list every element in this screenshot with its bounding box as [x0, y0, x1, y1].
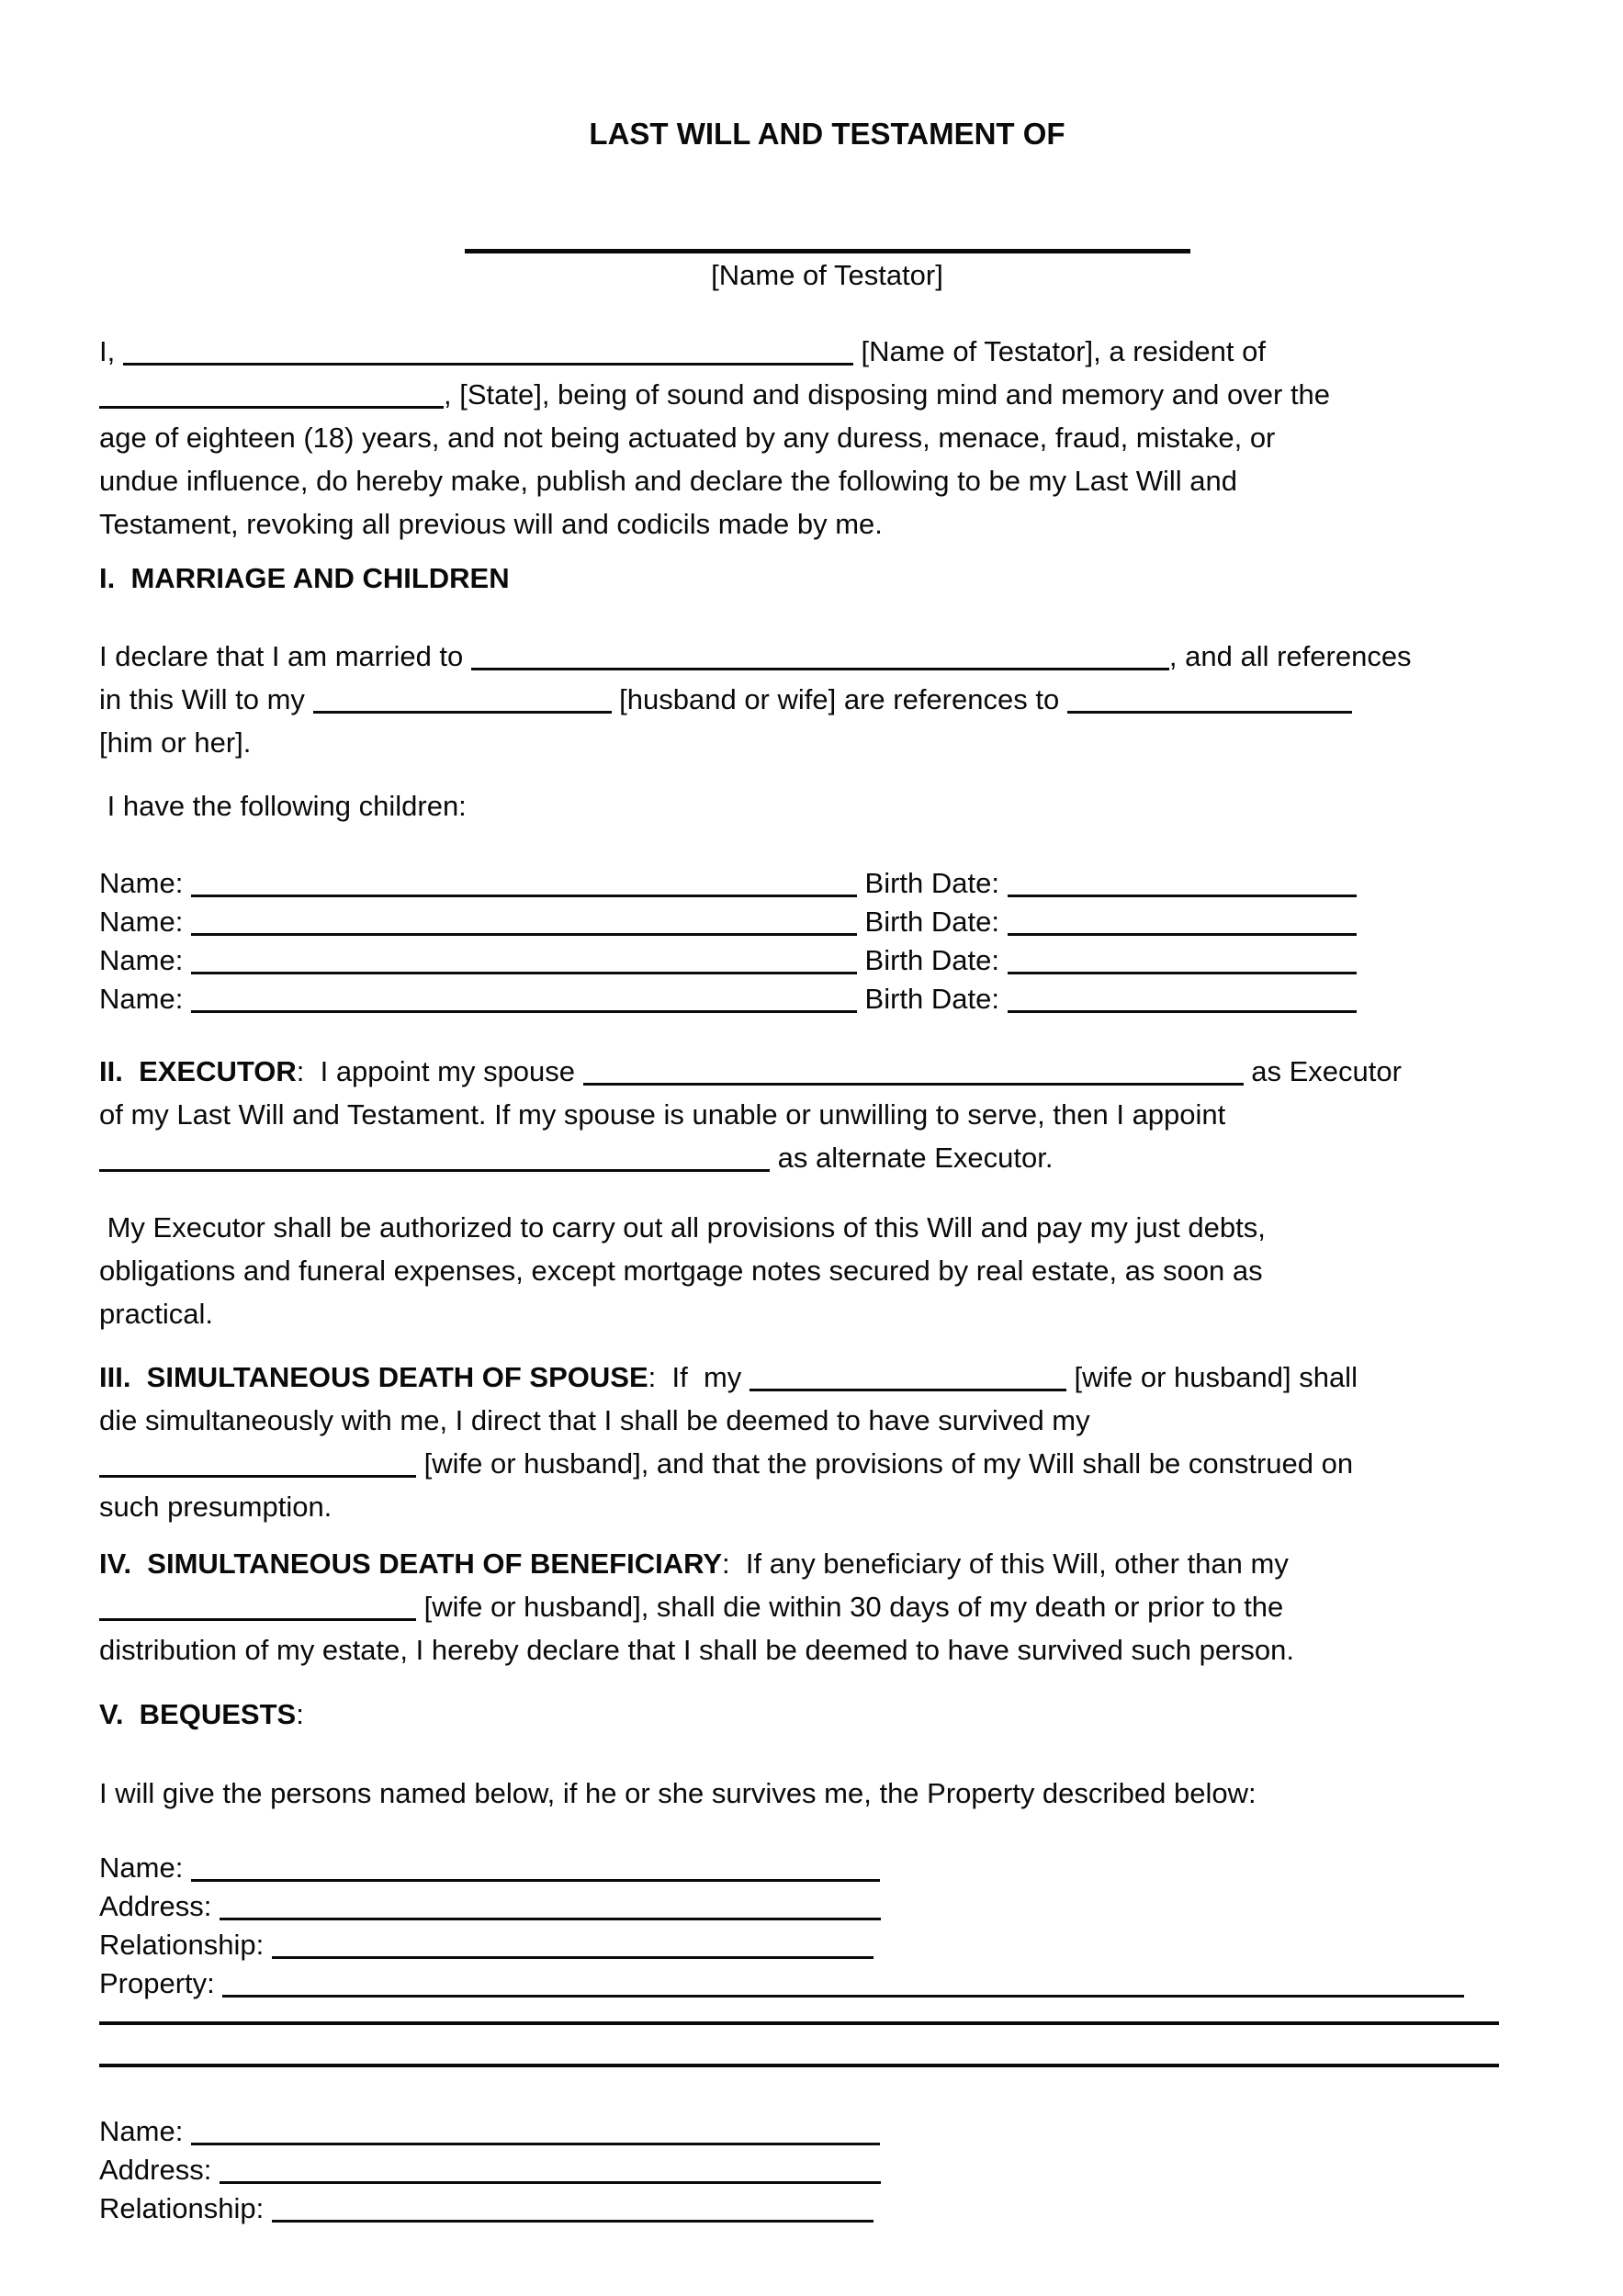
spacer [99, 2003, 1504, 2021]
child-row-2 [99, 903, 1504, 941]
spacer [99, 764, 1504, 784]
opening-paragraph-line-1 [99, 330, 1504, 373]
text-run: Name: [99, 867, 191, 900]
text-run: Name: [99, 983, 191, 1016]
beneficiary-1-name-row [99, 1849, 1504, 1887]
text-run: , and all references [1168, 640, 1412, 673]
children-intro-line [99, 784, 1504, 827]
section-heading-text: V. BEQUESTS [99, 1698, 297, 1731]
section-heading-text: II. EXECUTOR [99, 1055, 297, 1088]
fill-in-blank [191, 2115, 880, 2145]
spacer [99, 1179, 1504, 1206]
text-run: such presumption. [99, 1491, 332, 1524]
fill-in-blank [1067, 683, 1352, 714]
fill-in-blank [191, 906, 857, 936]
fill-in-blank [272, 2192, 873, 2223]
fill-in-blank [99, 1447, 416, 1478]
text-run: in this Will to my [99, 683, 313, 716]
fill-in-blank [471, 640, 1169, 670]
spacer-under-title [99, 173, 1504, 249]
spacer [99, 827, 1504, 864]
section-1-marriage-heading [99, 557, 1504, 600]
text-run: Birth Date: [856, 906, 1008, 939]
spacer [99, 1815, 1504, 1849]
text-run: [wife or husband], shall die within 30 days of my death or prior to the [416, 1591, 1284, 1624]
fill-in-blank [191, 944, 857, 974]
child-row-3 [99, 941, 1504, 980]
text-run: as alternate Executor. [770, 1142, 1054, 1175]
section-4-beneficiary-death-line-2 [99, 1585, 1504, 1628]
spacer [99, 546, 1504, 557]
executor-powers-line-1 [99, 1206, 1504, 1249]
spacer [99, 2025, 1504, 2064]
fill-in-blank [220, 1890, 881, 1920]
fill-in-blank [313, 683, 612, 714]
text-run: Testament, revoking all previous will and codicils made by me. [99, 508, 883, 541]
text-run: : I appoint my spouse [296, 1055, 583, 1088]
marriage-paragraph-line-1 [99, 635, 1504, 678]
section-5-bequests-heading [99, 1693, 1504, 1736]
executor-powers-line-2 [99, 1249, 1504, 1292]
text-run: as Executor [1243, 1055, 1402, 1088]
section-heading-text: III. SIMULTANEOUS DEATH OF SPOUSE [99, 1361, 648, 1394]
spacer [99, 1335, 1504, 1356]
section-3-spouse-death-line-4 [99, 1485, 1504, 1528]
text-run: of my Last Will and Testament. If my spouse is unable or unwilling to serve, then I appoint [99, 1098, 1226, 1131]
text-run: Relationship: [99, 1929, 272, 1962]
marriage-paragraph-line-2 [99, 678, 1504, 721]
fill-in-blank [272, 1929, 873, 1959]
fill-in-blank [220, 2154, 881, 2184]
text-run: [him or her]. [99, 726, 252, 760]
opening-paragraph-line-4 [99, 459, 1504, 502]
text-run: Relationship: [99, 2192, 272, 2225]
section-4-beneficiary-death-line-1 [99, 1542, 1504, 1585]
will-title: LAST WILL AND TESTAMENT OF [589, 117, 1065, 152]
beneficiary-2-relationship-row [99, 2189, 1504, 2228]
fill-in-blank [99, 378, 444, 409]
fill-in-blank [123, 335, 853, 366]
spacer [99, 1019, 1504, 1050]
section-3-spouse-death-line-1 [99, 1356, 1504, 1399]
executor-powers-line-3 [99, 1292, 1504, 1335]
child-row-1 [99, 864, 1504, 903]
text-run: Birth Date: [856, 867, 1008, 900]
text-run: undue influence, do hereby make, publish and declare the following to be my Last Will and [99, 465, 1238, 498]
fill-in-blank [191, 1851, 880, 1882]
section-4-beneficiary-death-line-3 [99, 1628, 1504, 1671]
text-run: [Name of Testator] [711, 259, 943, 292]
text-run: Address: [99, 1890, 220, 1923]
opening-paragraph-line-5 [99, 502, 1504, 546]
text-run: Name: [99, 2115, 191, 2148]
fill-in-blank [583, 1055, 1244, 1086]
text-run: My Executor shall be authorized to carry out all provisions of this Will and pay my just debts, [99, 1211, 1266, 1244]
text-run: age of eighteen (18) years, and not being actuated by any duress, menace, fraud, mistake, or [99, 422, 1276, 455]
spacer [99, 600, 1504, 635]
fill-in-blank [99, 1591, 416, 1621]
beneficiary-2-name-row [99, 2112, 1504, 2151]
text-run: [wife or husband], and that the provisions of my Will shall be construed on [416, 1447, 1354, 1480]
section-3-spouse-death-line-3 [99, 1442, 1504, 1485]
text-run: I have the following children: [99, 790, 467, 823]
text-run: : [296, 1698, 304, 1731]
text-run: obligations and funeral expenses, except mortgage notes secured by real estate, as soon as [99, 1255, 1263, 1288]
text-run: Name: [99, 906, 191, 939]
beneficiary-1-address-row [99, 1887, 1504, 1926]
spacer [99, 2067, 1504, 2112]
beneficiary-2-address-row [99, 2151, 1504, 2189]
text-run: : If my [648, 1361, 750, 1394]
section-2-executor-line-2 [99, 1093, 1504, 1136]
text-run: [wife or husband] shall [1065, 1361, 1358, 1394]
bequests-intro-line [99, 1772, 1504, 1815]
text-run: Address: [99, 2154, 220, 2187]
beneficiary-1-property-row [99, 1964, 1504, 2003]
text-run: die simultaneously with me, I direct that I shall be deemed to have survived my [99, 1404, 1090, 1437]
text-run: [husband or wife] are references to [611, 683, 1067, 716]
text-run: I, [99, 335, 123, 368]
text-run: Name: [99, 944, 191, 977]
text-run: distribution of my estate, I hereby declare that I shall be deemed to have survived such person. [99, 1634, 1295, 1667]
section-heading-text: I. MARRIAGE AND CHILDREN [99, 562, 510, 595]
section-3-spouse-death-line-2 [99, 1399, 1504, 1442]
testator-name-caption [99, 253, 1504, 297]
beneficiary-1-relationship-row [99, 1926, 1504, 1964]
opening-paragraph-line-3 [99, 416, 1504, 459]
text-run: , [State], being of sound and disposing mind and memory and over the [444, 378, 1331, 411]
section-2-executor-line-3 [99, 1136, 1504, 1179]
section-2-executor-line-1 [99, 1050, 1504, 1093]
text-run: Property: [99, 1967, 223, 2000]
fill-in-blank [1008, 867, 1357, 897]
text-run: [Name of Testator], a resident of [852, 335, 1266, 368]
text-run: Birth Date: [856, 944, 1008, 977]
document-content [99, 173, 1504, 2228]
text-run: Name: [99, 1851, 191, 1885]
opening-paragraph-line-2 [99, 373, 1504, 416]
fill-in-blank [1008, 983, 1357, 1013]
fill-in-blank [99, 1142, 770, 1172]
section-heading-text: IV. SIMULTANEOUS DEATH OF BENEFICIARY [99, 1548, 723, 1581]
text-run: : If any beneficiary of this Will, other than my [722, 1548, 1289, 1581]
fill-in-blank [1008, 906, 1357, 936]
spacer [99, 297, 1504, 330]
text-run: Birth Date: [856, 983, 1008, 1016]
text-run: practical. [99, 1298, 214, 1331]
child-row-4 [99, 980, 1504, 1019]
marriage-paragraph-line-3 [99, 721, 1504, 764]
spacer [99, 1671, 1504, 1693]
spacer [99, 1736, 1504, 1772]
text-run: I declare that I am married to [99, 640, 471, 673]
text-run: I will give the persons named below, if he or she survives me, the Property described below: [99, 1777, 1257, 1810]
fill-in-blank [191, 983, 857, 1013]
fill-in-blank [222, 1967, 1464, 1998]
spacer [99, 1528, 1504, 1542]
fill-in-blank [191, 867, 857, 897]
fill-in-blank [750, 1361, 1066, 1391]
fill-in-blank [1008, 944, 1357, 974]
